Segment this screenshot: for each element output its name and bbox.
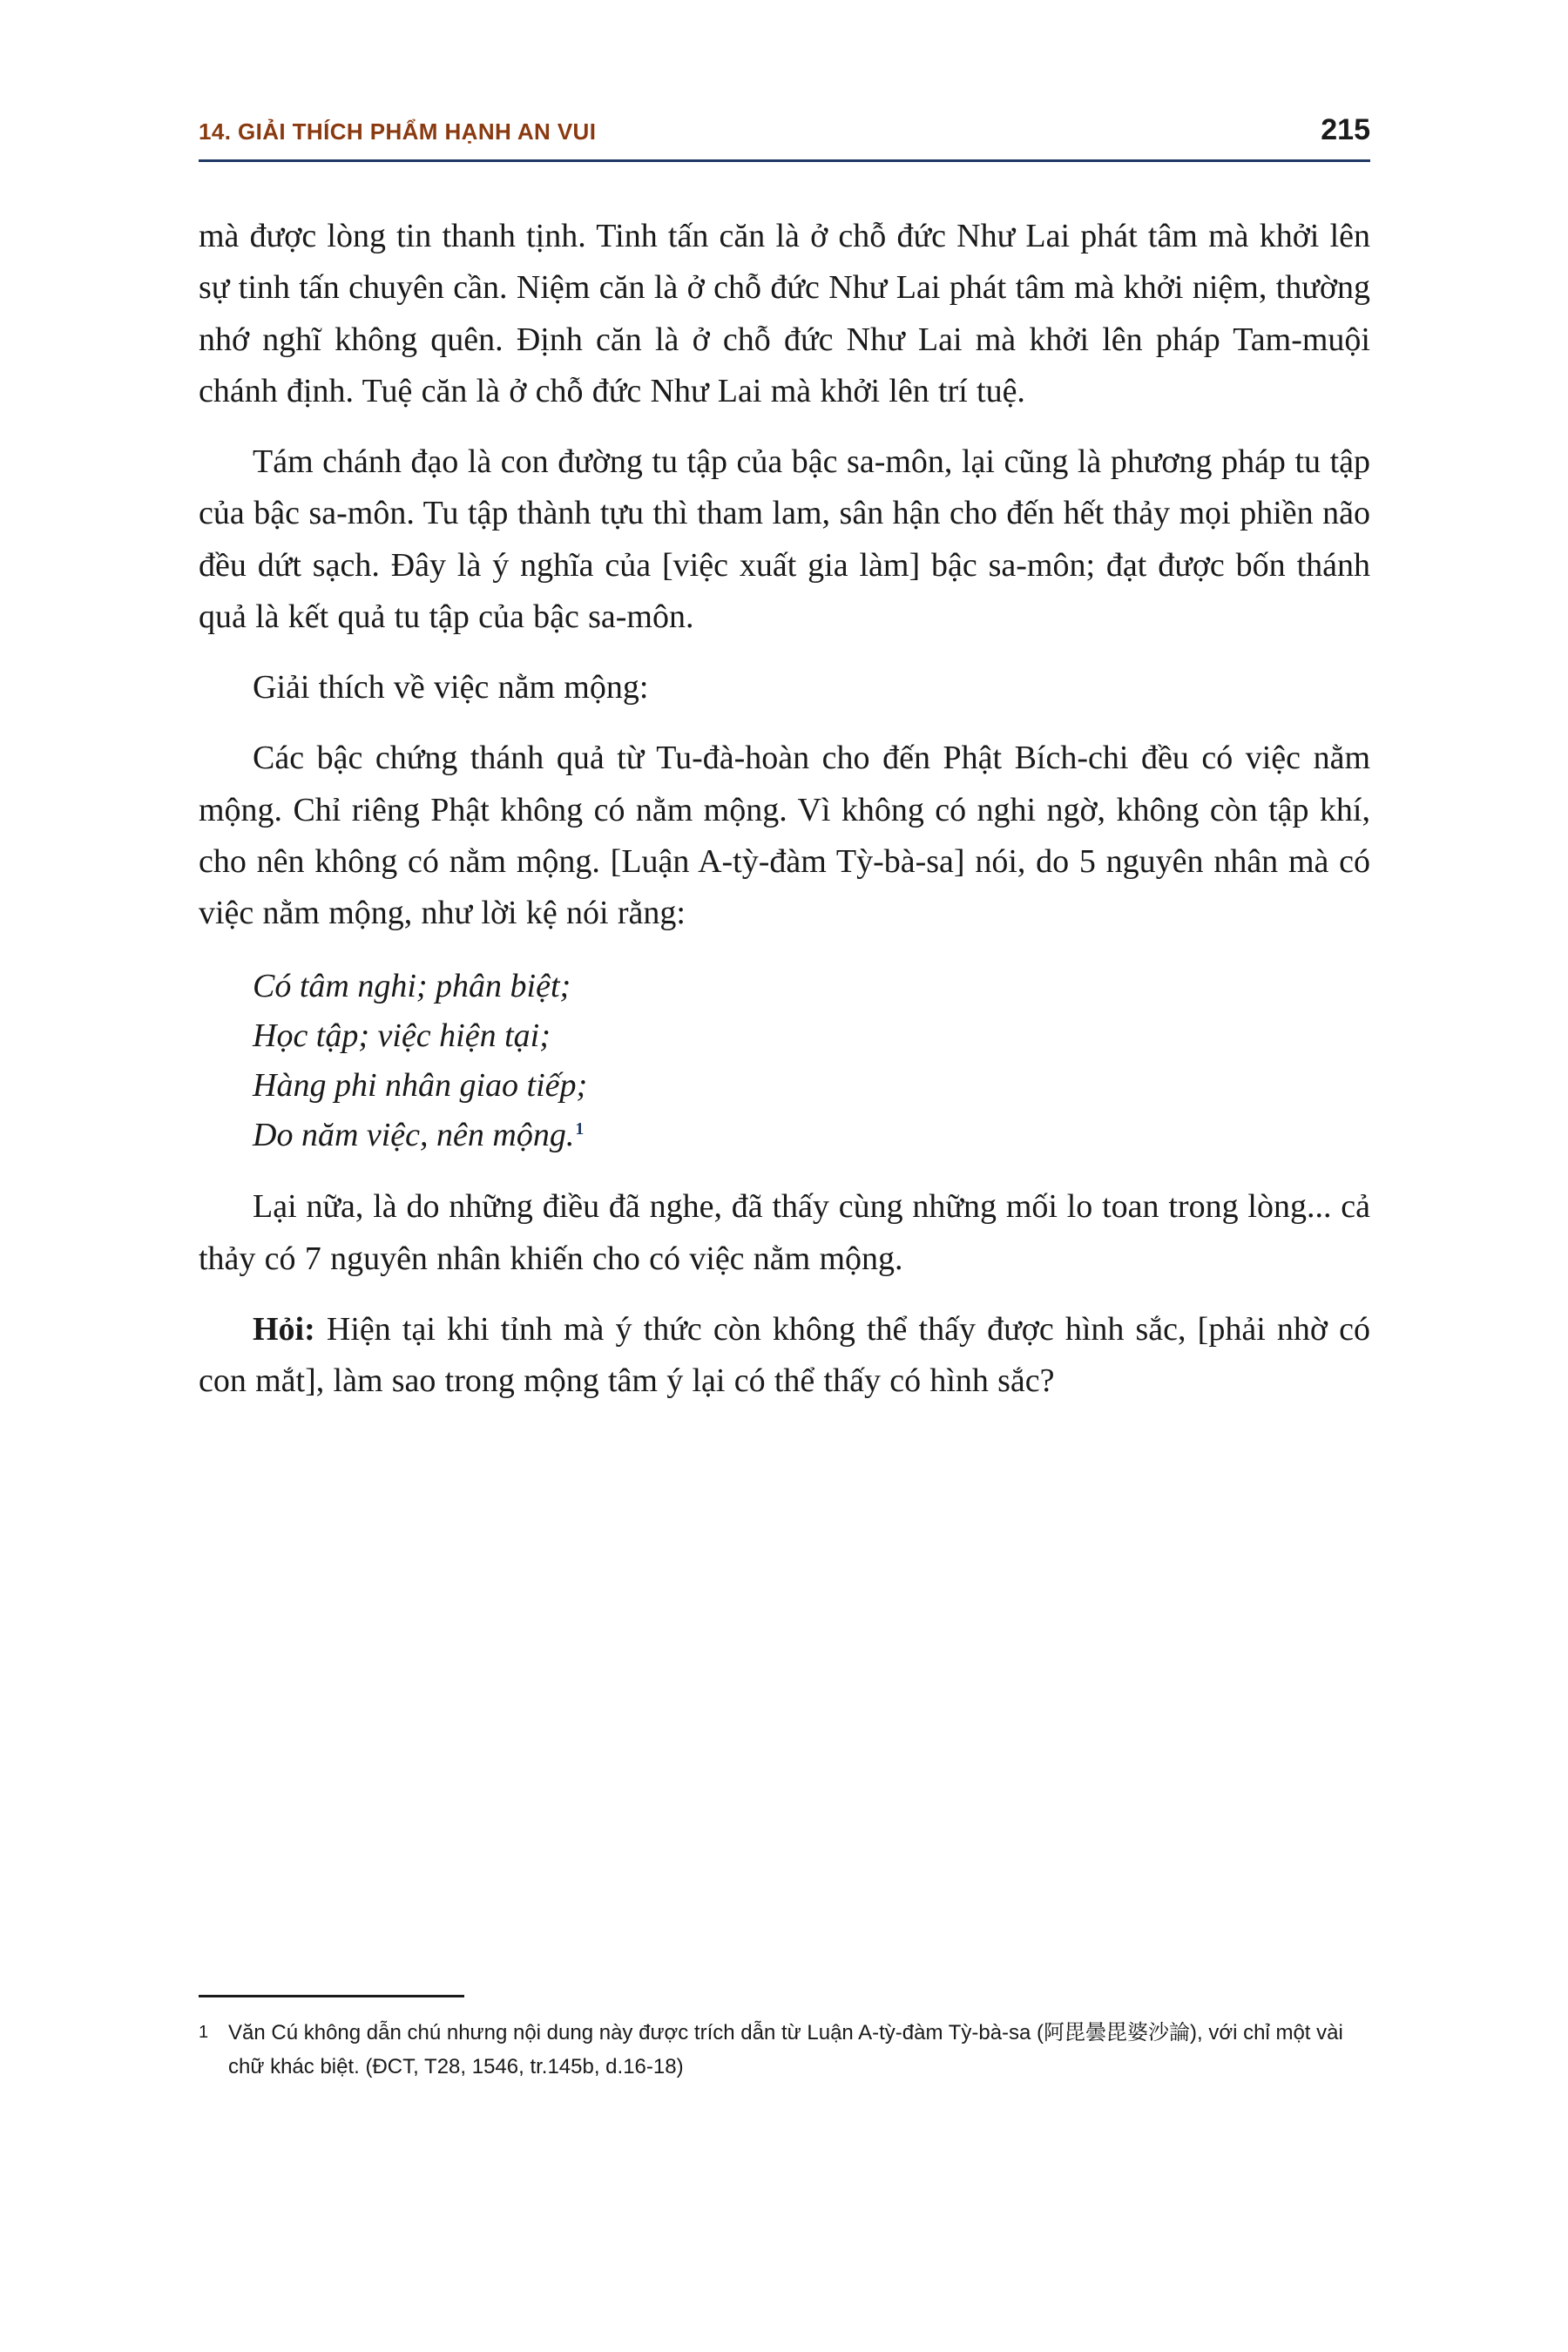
page-content: [199, 113, 1370, 1408]
verse-line-2: Học tập; việc hiện tại;: [253, 1017, 551, 1055]
verse-line-4-text: Do năm việc, nên mộng.: [253, 1117, 575, 1154]
paragraph-6-question: [199, 1304, 1370, 1408]
footnote-reference[interactable]: 1: [575, 1119, 585, 1139]
body-text: [199, 211, 1370, 1408]
verse-line-1: Có tâm nghi; phân biệt;: [253, 968, 571, 1005]
footnote-1: [199, 2017, 1370, 2085]
paragraph-3: Giải thích về việc nằm mộng:: [253, 669, 649, 706]
question-label: Hỏi:: [253, 1310, 315, 1348]
verse-line-4: [253, 1111, 1370, 1160]
footnote-separator: [199, 1995, 464, 1997]
question-text: Hiện tại khi tỉnh mà ý thức còn không thể thấy được hình sắc, [phải nhờ có con mắt], làm sao trong mộng tâm ý lại có thể thấy có hình sắc?: [199, 1310, 1370, 1400]
chapter-title: 14. GIẢI THÍCH PHẨM HẠNH AN VUI: [199, 118, 597, 145]
page-number: 215: [1321, 113, 1370, 146]
paragraph-2: Tám chánh đạo là con đường tu tập của bậc sa-môn, lại cũng là phương pháp tu tập của bậc sa-môn. Tu tập thành tựu thì tham lam, sân hận cho đến hết thảy mọi phiền não đều dứt sạch. Đây là ý nghĩa của [việc xuất gia làm] bậc sa-môn; đạt được bốn thánh quả là kết quả tu tập của bậc sa-môn.: [199, 443, 1370, 635]
footnote-area: [199, 1995, 1370, 2085]
paragraph-1: mà được lòng tin thanh tịnh. Tinh tấn căn là ở chỗ đức Như Lai phát tâm mà khởi lên sự tinh tấn chuyên cần. Niệm căn là ở chỗ đức Như Lai phát tâm mà khởi niệm, thường nhớ nghĩ không quên. Định căn là ở chỗ đức Như Lai mà khởi lên pháp Tam-muội chánh định. Tuệ căn là ở chỗ đức Như Lai mà khởi lên trí tuệ.: [199, 218, 1370, 409]
paragraph-4: Các bậc chứng thánh quả từ Tu-đà-hoàn cho đến Phật Bích-chi đều có việc nằm mộng. Chỉ riêng Phật không có nằm mộng. Vì không có nghi ngờ, không còn tập khí, cho nên không có nằm mộng. [Luận A-tỳ-đàm Tỳ-bà-sa] nói, do 5 nguyên nhân mà có việc nằm mộng, như lời kệ nói rằng:: [199, 740, 1370, 932]
verse-line-3: Hàng phi nhân giao tiếp;: [253, 1067, 588, 1105]
footnote-marker: 1: [199, 2023, 209, 2042]
paragraph-5: Lại nữa, là do những điều đã nghe, đã thấy cùng những mối lo toan trong lòng... cả thảy có 7 nguyên nhân khiến cho có việc nằm mộng.: [199, 1188, 1370, 1277]
running-head: [199, 113, 1370, 162]
footnote-text: Văn Cú không dẫn chú nhưng nội dung này được trích dẫn từ Luận A-tỳ-đàm Tỳ-bà-sa (阿毘曇毘婆沙論), với chỉ một vài chữ khác biệt. (ĐCT, T28, 1546, tr.145b, d.16-18): [228, 2021, 1343, 2078]
verse-block: [199, 962, 1370, 1160]
